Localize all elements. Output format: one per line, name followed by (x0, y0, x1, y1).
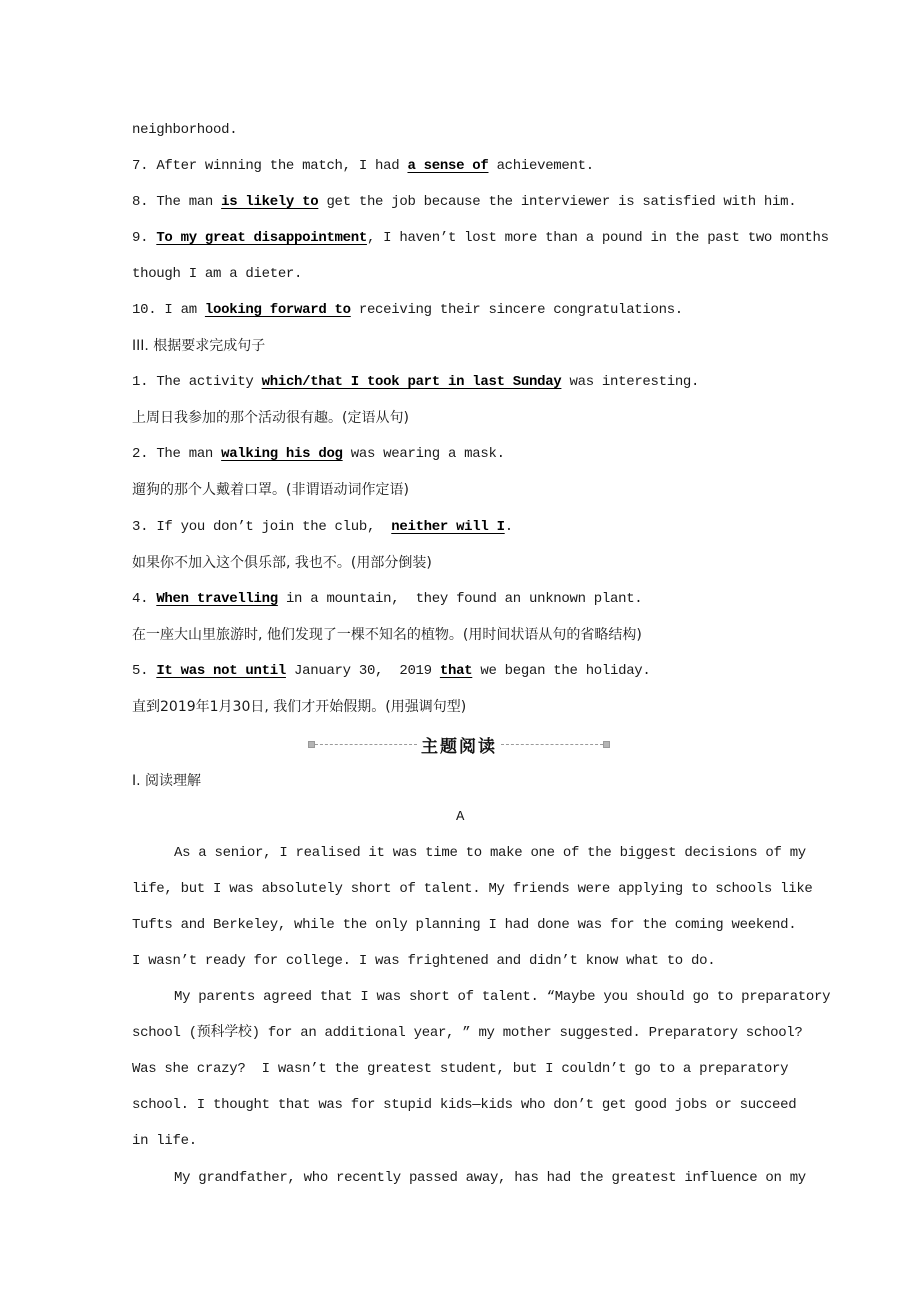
answer-text: It was not until (156, 663, 286, 679)
reading-heading: Ⅰ. 阅读理解 (132, 773, 202, 789)
item-text: The man (156, 194, 222, 210)
answer-text: a sense of (407, 158, 489, 174)
answer-text: When travelling (156, 591, 278, 607)
section-title: 主题阅读 (421, 736, 497, 757)
chinese-prompt: 如果你不加入这个俱乐部, 我也不。(用部分倒装) (132, 555, 432, 571)
section-divider (308, 733, 610, 755)
answer-text: neither will I (391, 519, 505, 535)
section-heading: III. 根据要求完成句子 (132, 338, 266, 354)
sentence-item-1 (132, 372, 699, 392)
item-text: January 30, 2019 (285, 663, 440, 679)
passage-line: I wasn’t ready for college. I was frightened and didn’t know what to do. (132, 953, 716, 969)
item-number: 4. (132, 591, 157, 607)
item-text: , I haven’t lost more than a pound in the past two months (366, 230, 829, 246)
chinese-prompt: 在一座大山里旅游时, 他们发现了一棵不知名的植物。(用时间状语从句的省略结构) (132, 627, 642, 643)
item-number: 2. (132, 446, 157, 462)
item-text: I am (164, 302, 205, 318)
answer-text: walking his dog (221, 446, 343, 462)
text-line: though I am a dieter. (132, 266, 303, 282)
item-number: 8. (132, 194, 157, 210)
item-text: The man (156, 446, 222, 462)
item-text: we began the holiday. (472, 663, 651, 679)
item-text: was wearing a mask. (342, 446, 505, 462)
sentence-item-5 (132, 661, 651, 681)
item-text: achievement. (488, 158, 594, 174)
answer-text: is likely to (221, 194, 319, 210)
passage-line: My grandfather, who recently passed away, has had the greatest influence on my (174, 1170, 806, 1186)
answer-text: that (439, 663, 473, 679)
item-number: 1. (132, 374, 157, 390)
item-text: If you don’t join the club, (156, 519, 392, 535)
item-text: was interesting. (561, 374, 700, 390)
text-line: neighborhood. (132, 122, 238, 138)
item-text: The activity (156, 374, 262, 390)
divider-rule (315, 744, 417, 745)
exercise-item-7 (132, 156, 594, 176)
chinese-prompt: 上周日我参加的那个活动很有趣。(定语从句) (132, 410, 409, 426)
sentence-item-2 (132, 444, 505, 464)
exercise-item-8 (132, 192, 796, 212)
item-text: receiving their sincere congratulations. (350, 302, 683, 318)
sentence-item-4 (132, 589, 642, 609)
divider-cap-left (308, 741, 315, 748)
passage-line: As a senior, I realised it was time to make one of the biggest decisions of my (174, 845, 806, 861)
item-number: 10. (132, 302, 165, 318)
passage-line: life, but I was absolutely short of talent. My friends were applying to schools like (132, 881, 813, 897)
sentence-item-3 (132, 517, 513, 537)
item-number: 5. (132, 663, 157, 679)
divider-rule (501, 744, 603, 745)
passage-line: in life. (132, 1133, 197, 1149)
divider-cap-right (603, 741, 610, 748)
item-number: 3. (132, 519, 157, 535)
item-text: . (504, 519, 513, 535)
item-number: 7. (132, 158, 157, 174)
passage-line: school (预科学校) for an additional year, ” my mother suggested. Preparatory school? (132, 1025, 803, 1041)
item-number: 9. (132, 230, 157, 246)
passage-line: Tufts and Berkeley, while the only planning I had done was for the coming weekend. (132, 917, 797, 933)
answer-text: looking forward to (204, 302, 351, 318)
exercise-item-10 (132, 300, 683, 320)
passage-line: school. I thought that was for stupid kids—kids who don’t get good jobs or succeed (132, 1097, 797, 1113)
passage-line: My parents agreed that I was short of talent. “Maybe you should go to preparatory (174, 989, 831, 1005)
answer-text: which/that I took part in last Sunday (261, 374, 562, 390)
item-text: After winning the match, I had (156, 158, 408, 174)
item-text: get the job because the interviewer is satisfied with him. (318, 194, 797, 210)
chinese-prompt: 直到2019年1月30日, 我们才开始假期。(用强调句型) (132, 699, 467, 715)
item-text: in a mountain, they found an unknown plant. (277, 591, 643, 607)
passage-line: Was she crazy? I wasn’t the greatest student, but I couldn’t go to a preparatory (132, 1061, 789, 1077)
exercise-item-9 (132, 228, 829, 248)
answer-text: To my great disappointment (156, 230, 367, 246)
passage-label: A (455, 809, 465, 825)
chinese-prompt: 遛狗的那个人戴着口罩。(非谓语动词作定语) (132, 482, 409, 498)
